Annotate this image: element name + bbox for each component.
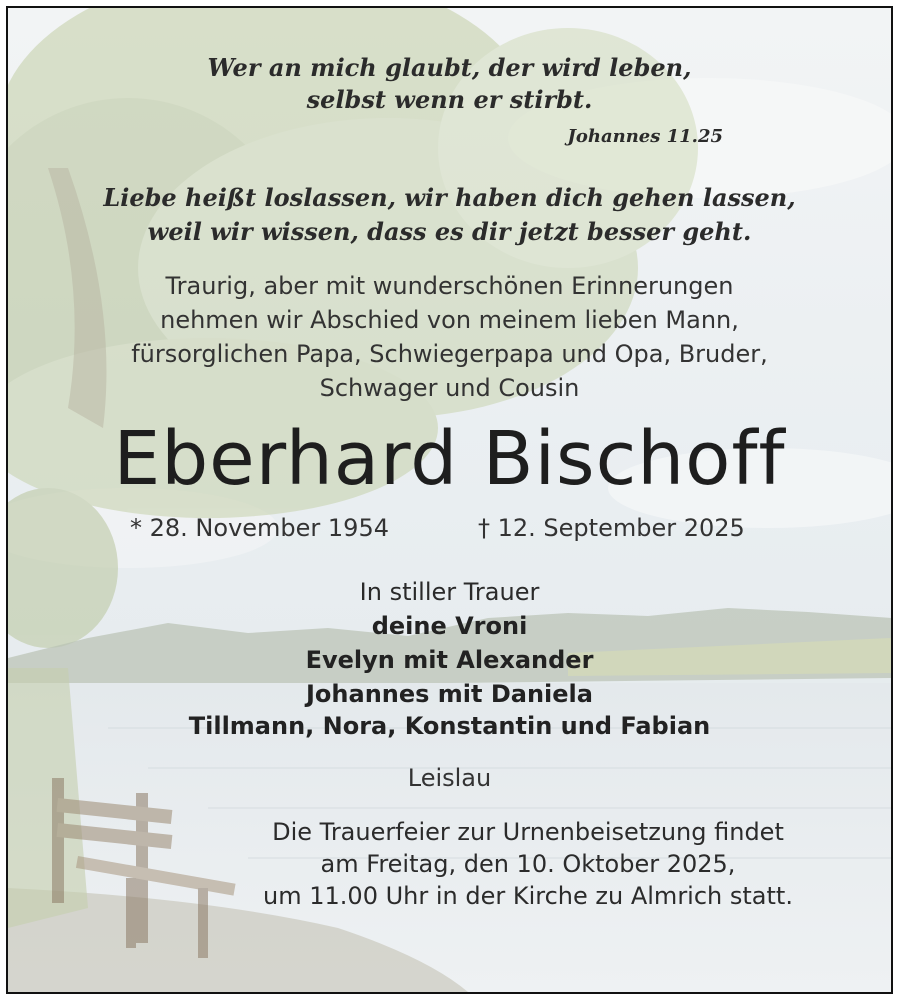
place-name: Leislau (407, 764, 492, 792)
birth-date: * 28. November 1954 (130, 514, 389, 542)
intro-line-2: nehmen wir Abschied von meinem lieben Mann, (160, 306, 739, 334)
mourner-line-1: deine Vroni (371, 612, 528, 640)
mourner-line-3: Johannes mit Daniela (306, 680, 593, 708)
death-date: † 12. September 2025 (478, 514, 745, 542)
mourner-line-4: Tillmann, Nora, Konstantin und Fabian (188, 712, 711, 740)
intro-line-1: Traurig, aber mit wunderschönen Erinnerungen (165, 272, 734, 300)
bible-quote-line-2: selbst wenn er stirbt. (306, 85, 593, 114)
love-quote-line-1: Liebe heißt loslassen, wir haben dich gehen lassen, (103, 183, 796, 212)
love-quote-line-2: weil wir wissen, dass es dir jetzt besser geht. (147, 217, 752, 246)
ceremony-line-3: um 11.00 Uhr in der Kirche zu Almrich statt. (263, 882, 793, 910)
bible-quote-line-1: Wer an mich glaubt, der wird leben, (207, 53, 692, 82)
intro-line-4: Schwager und Cousin (319, 374, 580, 402)
mourner-line-2: Evelyn mit Alexander (305, 646, 594, 674)
ceremony-line-1: Die Trauerfeier zur Urnenbeisetzung findet (272, 818, 784, 846)
intro-line-3: fürsorglichen Papa, Schwiegerpapa und Opa, Bruder, (131, 340, 768, 368)
ceremony-line-2: am Freitag, den 10. Oktober 2025, (320, 850, 736, 878)
bible-quote-reference: Johannes 11.25 (567, 126, 723, 147)
mourning-heading: In stiller Trauer (359, 578, 540, 606)
deceased-name: Eberhard Bischoff (113, 416, 786, 502)
obituary-card (6, 6, 893, 994)
